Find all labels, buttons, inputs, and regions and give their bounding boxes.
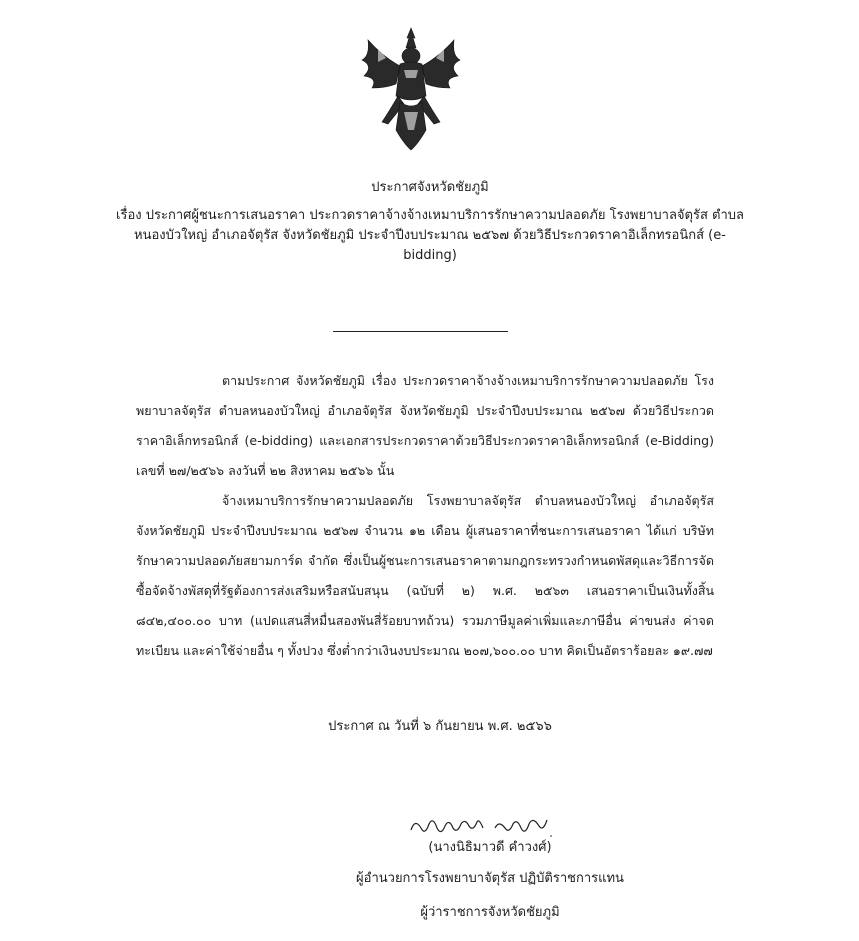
signer-position: ผู้อำนวยการโรงพยาบาจัตุรัส ปฏิบัติราชการแทน <box>356 871 624 886</box>
signer-authority: ผู้ว่าราชการจังหวัดชัยภูมิ <box>420 905 560 920</box>
paragraph-2-text: จ้างเหมาบริการรักษาความปลอดภัย โรงพยาบาลจัตุรัส ตำบลหนองบัวใหญ่ อำเภอจัตุรัส จังหวัดชัยภูมิ ประจำปีงบประมาณ ๒๕๖๗ จำนวน ๑๒ เดือน ผู้เสนอราคาที่ชนะการเสนอราคา ได้แก่ บริษัท รักษาความปลอดภัยสยามการ์ด จำกัด ซึ่งเป็นผู้ชนะการเสนอราคาตามกฎกระทรวงกำหนดพัสดุและวิธีการจัดซื้อจัดจ้างพัสดุที่รัฐต้องการส่งเสริมหรือสนับสนุน (ฉบับที่ ๒) พ.ศ. ๒๕๖๓ เสนอราคาเป็นเงินทั้งสิ้น ๘๔๒,๔๐๐.๐๐ บาท (แปดแสนสี่หมื่นสองพันสี่ร้อยบาทถ้วน) รวมภาษีมูลค่าเพิ่มและภาษีอื่น ค่าขนส่ง ค่าจดทะเบียน และค่าใช้จ่ายอื่น ๆ ทั้งปวง ซึ่งต่ำกว่าเงินงบประมาณ ๒๐๗,๖๐๐.๐๐ บาท คิดเป็นอัตราร้อยละ ๑๙.๗๗ <box>136 493 714 658</box>
paragraph-1-text: ตามประกาศ จังหวัดชัยภูมิ เรื่อง ประกวดราคาจ้างจ้างเหมาบริการรักษาความปลอดภัย โรงพยาบาลจัตุรัส ตำบลหนองบัวใหญ่ อำเภอจัตุรัส จังหวัดชัยภูมิ ประจำปีงบประมาณ ๒๕๖๗ ด้วยวิธีประกวดราคาอิเล็กทรอนิกส์ (e-bidding) และเอกสารประกวดราคาด้วยวิธีประกวดราคาอิเล็กทรอนิกส์ (e-Bidding) เลขที่ ๒๗/๒๕๖๖ ลงวันที่ ๒๒ สิงหาคม ๒๕๖๖ นั้น <box>136 373 714 478</box>
announcement-date: ประกาศ ณ วันที่ ๖ กันยายน พ.ศ. ๒๕๖๖ <box>328 719 552 734</box>
garuda-emblem-icon <box>356 26 466 154</box>
document-subject: เรื่อง ประกาศผู้ชนะการเสนอราคา ประกวดราคาจ้างจ้างเหมาบริการรักษาความปลอดภัย โรงพยาบาลจัตุรัส ตำบลหนองบัวใหญ่ อำเภอจัตุรัส จังหวัดชัยภูมิ ประจำปีงบประมาณ ๒๕๖๗ ด้วยวิธีประกวดราคาอิเล็กทรอนิกส์ (e-bidding) <box>116 208 744 263</box>
signer-name: (นางนิธิมาวดี คำวงศ์) <box>428 840 552 855</box>
paragraph-reference <box>136 366 714 486</box>
document-title: ประกาศจังหวัดชัยภูมิ <box>371 180 489 195</box>
heading-divider <box>333 331 508 332</box>
paragraph-winner <box>136 486 714 666</box>
